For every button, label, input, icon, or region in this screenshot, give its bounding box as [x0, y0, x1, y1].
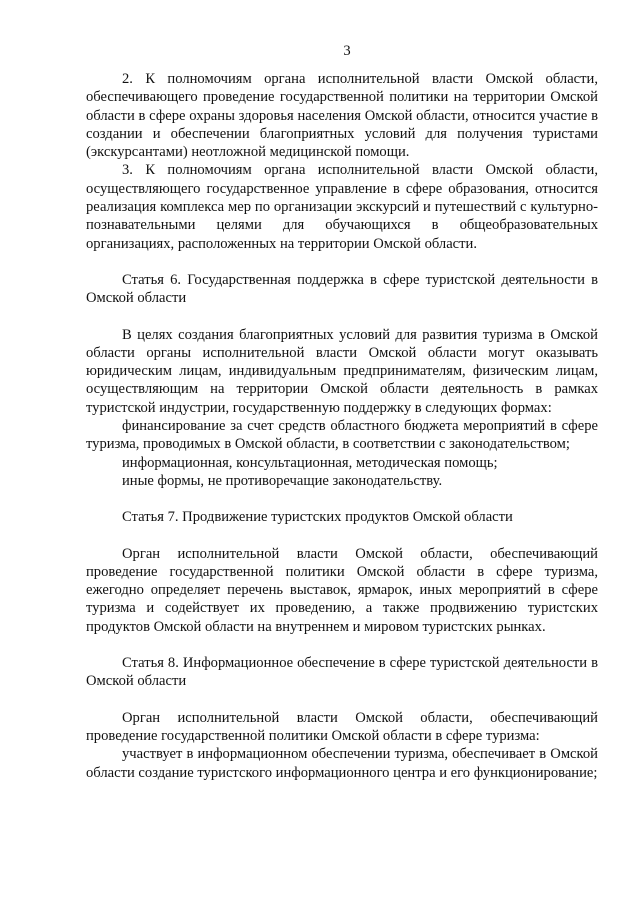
article-6-intro: В целях создания благоприятных условий для развития туризма в Омской области органы исполнительной власти Омской области могут оказывать юридическим лицам, индивидуальным предпринимателям, физическим лицам, осуществляющим на территории Омской области деятельность в рамках туристской индустрии, государственную поддержку в следующих формах:	[86, 326, 598, 416]
article-6-title: Статья 6. Государственная поддержка в сфере туристской деятельности в Омской области	[86, 271, 598, 307]
paragraph-2: 2. К полномочиям органа исполнительной власти Омской области, обеспечивающего проведение государственной политики на территории Омской области в сфере охраны здоровья населения Омской области, относится участие в создании и обеспечении благоприятных условий для получения туристами (экскурсантами) неотложной медицинской помощи.	[86, 71, 598, 161]
article-8-body	[86, 709, 598, 782]
article-7-title: Статья 7. Продвижение туристских продуктов Омской области	[122, 509, 513, 526]
article-7-text: Орган исполнительной власти Омской области, обеспечивающий проведение государственной политики Омской области в сфере туризма, ежегодно определяет перечень выставок, ярмарок, иных мероприятий в сфере туризма и содействует их проведению, а также продвижению туристских продуктов Омской области на внутреннем и мировом туристских рынках.	[86, 545, 598, 635]
page-number: 3	[343, 43, 351, 59]
article-6-item-3: иные формы, не противоречащие законодательству.	[122, 472, 443, 489]
powers-block	[86, 70, 598, 253]
article-8-title: Статья 8. Информационное обеспечение в сфере туристской деятельности в Омской области	[86, 655, 598, 690]
article-6-item-1: финансирование за счет средств областного бюджета мероприятий в сфере туризма, проводимых в Омской области, в соответствии с законодательством;	[86, 418, 598, 453]
article-7-body	[86, 545, 598, 636]
paragraph-3: 3. К полномочиям органа исполнительной власти Омской области, осуществляющего государственное управление в сфере образования, относится реализация комплекса мер по организации экскурсий и путешествий с культурно-познавательными целями для обучающихся в общеобразовательных организациях, расположенных на территории Омской области.	[86, 162, 598, 252]
article-8-intro: Орган исполнительной власти Омской области, обеспечивающий проведение государственной политики Омской области в сфере туризма:	[86, 709, 598, 744]
document-page	[86, 42, 598, 782]
article-6-item-2: информационная, консультационная, методическая помощь;	[122, 454, 498, 471]
article-8-item-1: участвует в информационном обеспечении туризма, обеспечивает в Омской области создание туристского информационного центра и его функционирование;	[86, 746, 598, 781]
article-6-body	[86, 326, 598, 491]
